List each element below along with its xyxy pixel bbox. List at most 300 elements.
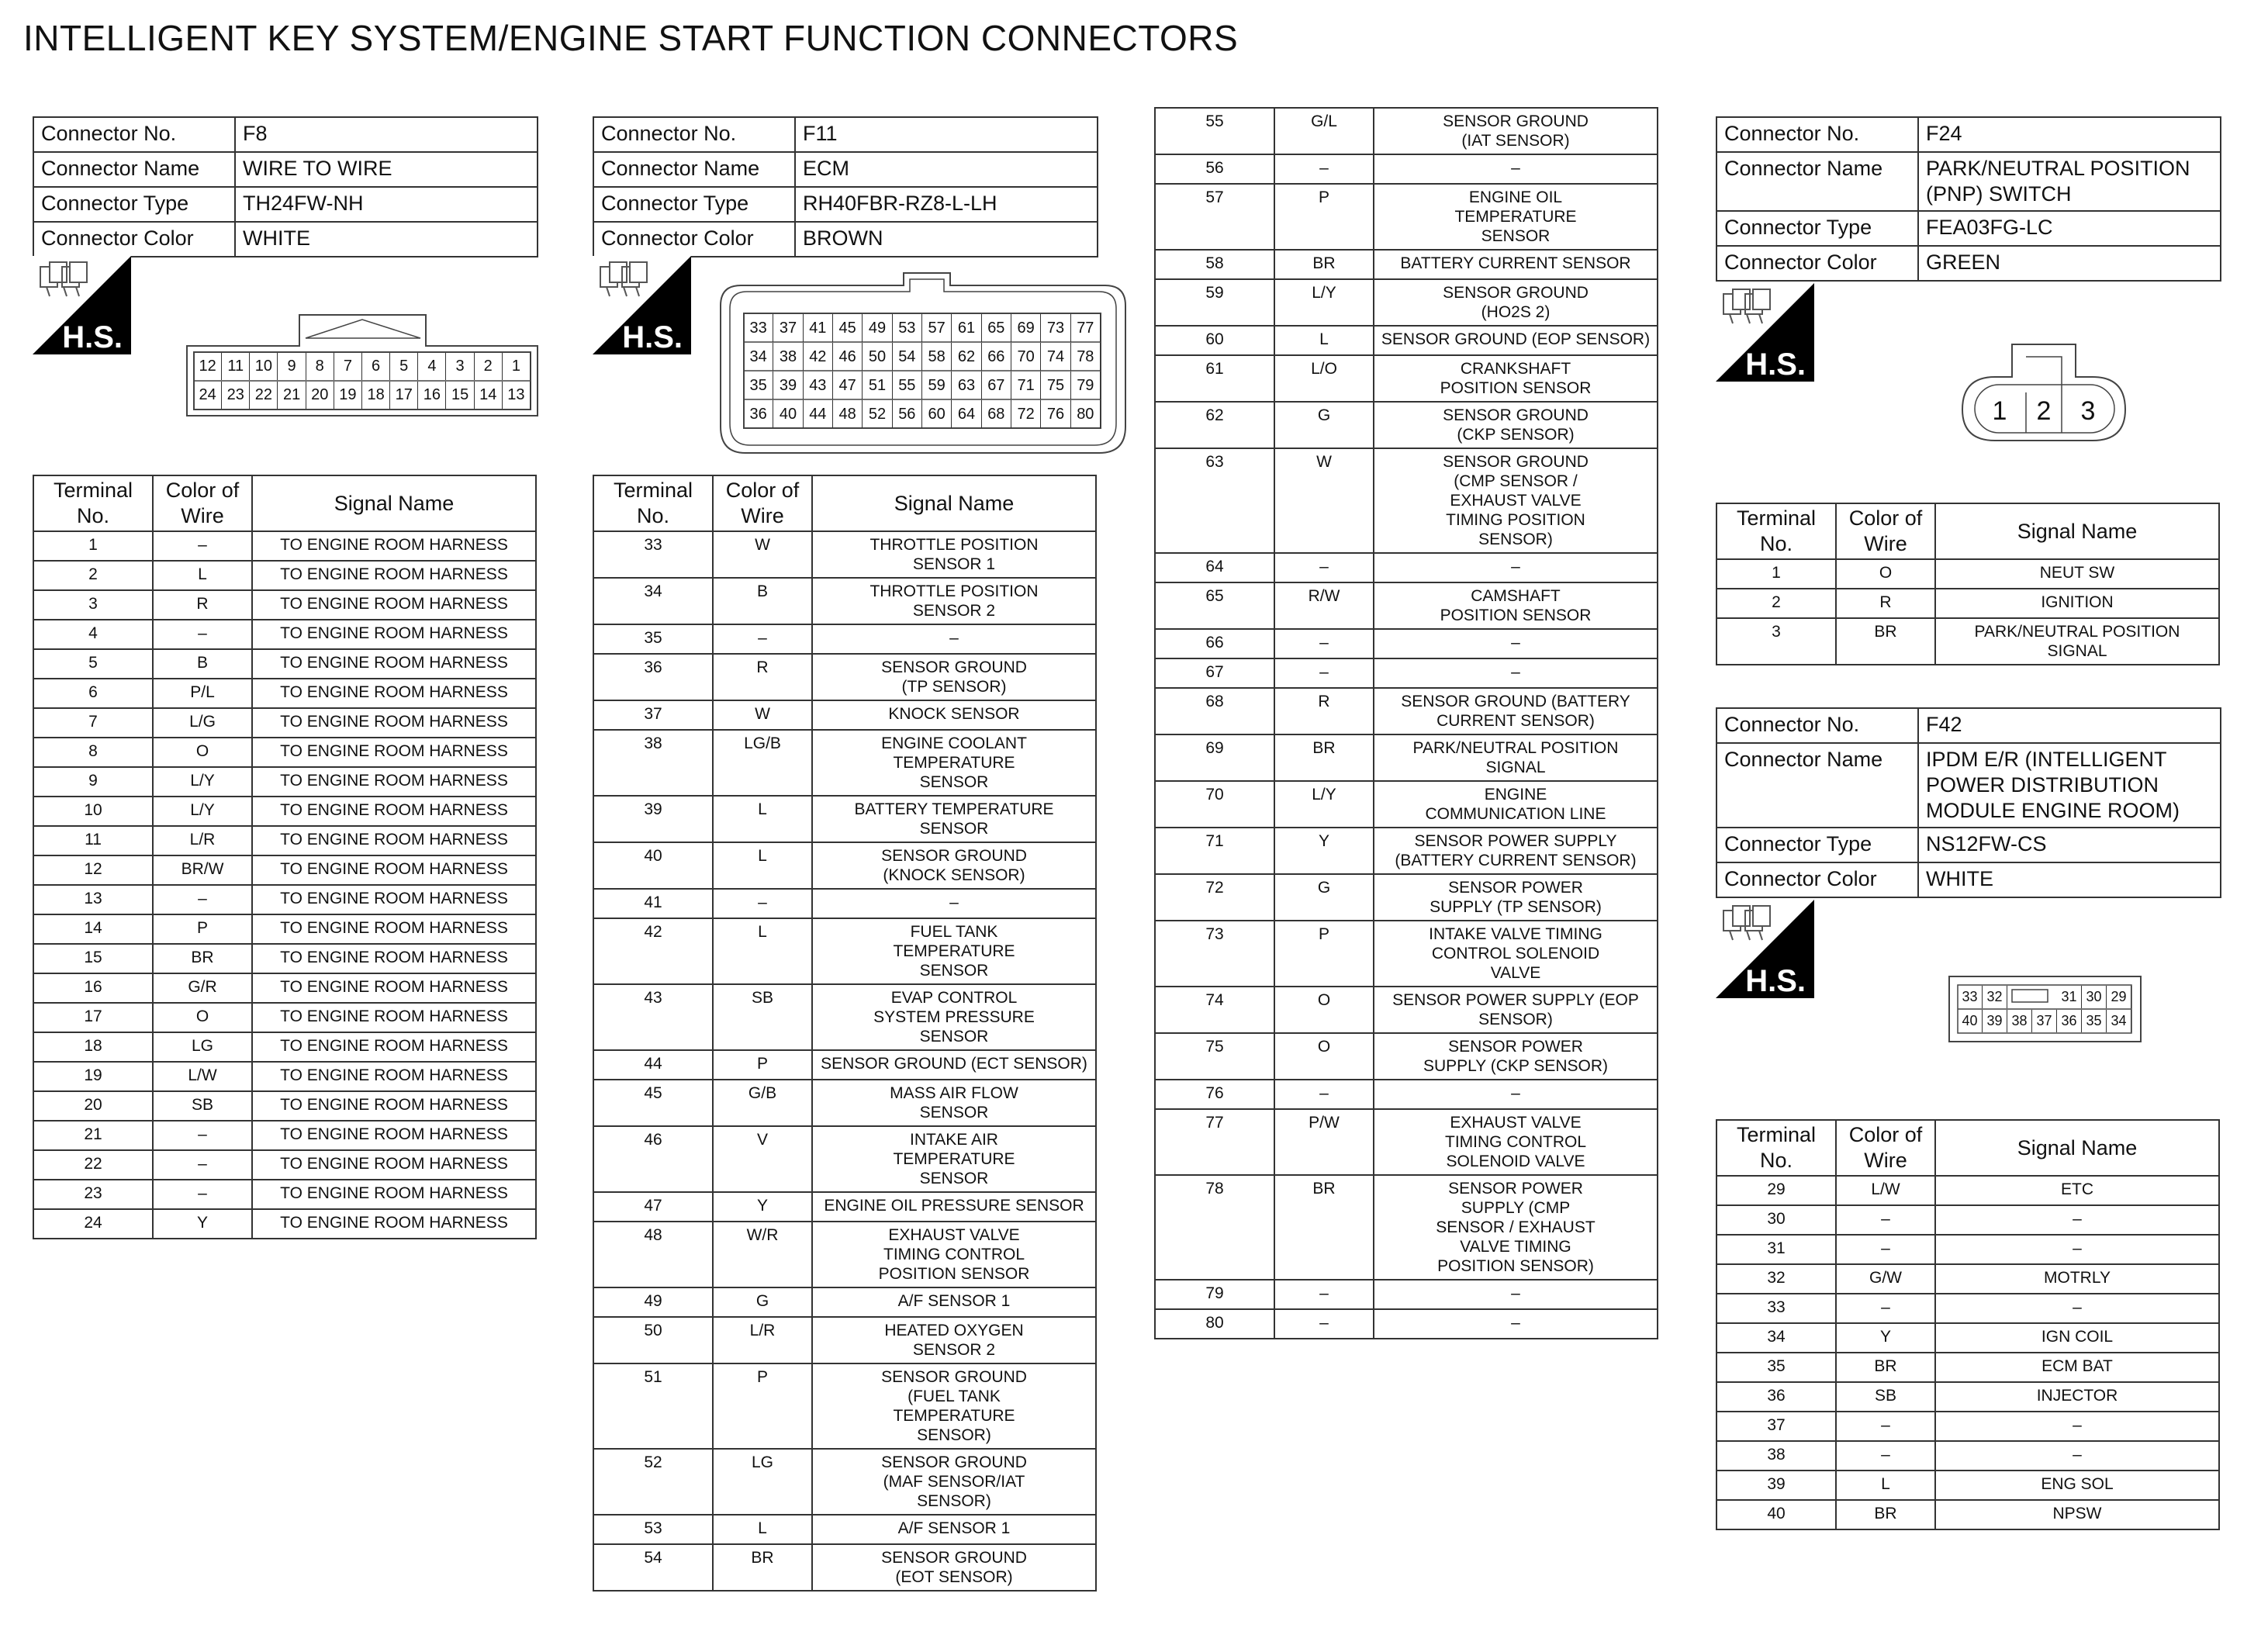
signal-name: EVAP CONTROL SYSTEM PRESSURE SENSOR: [812, 984, 1096, 1050]
signal-name: TO ENGINE ROOM HARNESS: [252, 1003, 536, 1032]
table-row: [1155, 828, 1658, 874]
label-connector-name: Connector Name: [33, 152, 235, 187]
signal-name: –: [1374, 553, 1658, 582]
signal-name: –: [1374, 1080, 1658, 1109]
wire-color: G: [713, 1287, 812, 1317]
f11-pin: 37: [773, 314, 803, 342]
f11-pin: 50: [863, 343, 892, 371]
table-row: [33, 826, 536, 855]
f11-pin: 68: [982, 400, 1011, 428]
table-row: [593, 842, 1096, 889]
signal-name: TO ENGINE ROOM HARNESS: [252, 679, 536, 708]
table-row: [33, 708, 536, 738]
signal-name: TO ENGINE ROOM HARNESS: [252, 767, 536, 797]
signal-name: TO ENGINE ROOM HARNESS: [252, 797, 536, 826]
terminal-no: 7: [33, 708, 153, 738]
wire-color: –: [153, 1121, 252, 1150]
f8-pin: 18: [362, 382, 390, 409]
f11-pin: 58: [922, 343, 952, 371]
terminal-no: 33: [593, 531, 713, 578]
terminal-no: 1: [1716, 559, 1836, 589]
table-row: [593, 700, 1096, 730]
wire-color: G: [1274, 874, 1374, 921]
table-row: [593, 1544, 1096, 1591]
f42-connector-info: [1716, 707, 2221, 898]
f24-pin: 2: [2036, 396, 2052, 426]
signal-name: TO ENGINE ROOM HARNESS: [252, 1121, 536, 1150]
header-signal-name: Signal Name: [252, 475, 536, 531]
signal-name: SENSOR POWER SUPPLY (EOP SENSOR): [1374, 987, 1658, 1033]
table-row: [1155, 184, 1658, 250]
wire-color: SB: [713, 984, 812, 1050]
table-row: [1716, 1382, 2219, 1412]
f11-pin: 48: [833, 400, 863, 428]
terminal-no: 34: [593, 578, 713, 624]
terminal-no: 13: [33, 885, 153, 914]
f24-header-row: [1716, 503, 2219, 559]
terminal-no: 15: [33, 944, 153, 973]
header-signal-name: Signal Name: [1935, 503, 2219, 559]
terminal-no: 80: [1155, 1309, 1274, 1339]
f42-terminal-table: [1716, 1119, 2220, 1530]
hs-label: H.S.: [622, 320, 683, 354]
signal-name: SENSOR POWER SUPPLY (TP SENSOR): [1374, 874, 1658, 921]
f11-connector-name: ECM: [795, 152, 1098, 187]
terminal-no: 55: [1155, 108, 1274, 154]
signal-name: –: [1935, 1205, 2219, 1235]
terminal-no: 69: [1155, 734, 1274, 781]
f8-pin: 13: [503, 382, 531, 409]
signal-name: KNOCK SENSOR: [812, 700, 1096, 730]
table-row: [1155, 629, 1658, 658]
table-row: [1716, 1353, 2219, 1382]
f11-pin: 56: [893, 400, 922, 428]
terminal-no: 19: [33, 1062, 153, 1091]
table-row: [593, 918, 1096, 984]
table-row: [1716, 1264, 2219, 1294]
table-row: [33, 590, 536, 620]
wire-color: P: [713, 1050, 812, 1080]
signal-name: TO ENGINE ROOM HARNESS: [252, 620, 536, 649]
f11-pin: 76: [1041, 400, 1070, 428]
table-row: [33, 914, 536, 944]
f11-connector-info: [593, 116, 1098, 257]
wire-color: P: [1274, 921, 1374, 987]
f8-pin: 15: [447, 382, 475, 409]
wire-color: P: [713, 1363, 812, 1449]
terminal-no: 8: [33, 738, 153, 767]
wire-color: L: [153, 561, 252, 590]
wire-color: L/Y: [153, 767, 252, 797]
signal-name: SENSOR POWER SUPPLY (CKP SENSOR): [1374, 1033, 1658, 1080]
f8-pin: 4: [418, 353, 446, 380]
page-title: INTELLIGENT KEY SYSTEM/ENGINE START FUNCTION CONNECTORS: [23, 18, 1239, 58]
signal-name: ENGINE COMMUNICATION LINE: [1374, 781, 1658, 828]
f8-pin: 3: [447, 353, 475, 380]
f11-pin: 42: [804, 343, 833, 371]
signal-name: EXHAUST VALVE TIMING CONTROL POSITION SENSOR: [812, 1222, 1096, 1287]
wire-color: –: [1274, 1280, 1374, 1309]
table-row: [1716, 1471, 2219, 1500]
label-connector-type: Connector Type: [1716, 211, 1918, 246]
f8-pin: 22: [250, 382, 278, 409]
table-row: [1155, 658, 1658, 688]
table-row: [33, 944, 536, 973]
terminal-no: 61: [1155, 355, 1274, 402]
wire-color: P: [1274, 184, 1374, 250]
f11-pin: 63: [952, 372, 981, 399]
terminal-no: 49: [593, 1287, 713, 1317]
table-row: [33, 1121, 536, 1150]
header-signal-name: Signal Name: [1935, 1120, 2219, 1176]
wire-color: –: [1274, 629, 1374, 658]
table-row: [1155, 781, 1658, 828]
terminal-no: 2: [1716, 589, 1836, 618]
terminal-no: 76: [1155, 1080, 1274, 1109]
terminal-no: 37: [593, 700, 713, 730]
signal-name: A/F SENSOR 1: [812, 1287, 1096, 1317]
terminal-no: 73: [1155, 921, 1274, 987]
f11-pin: 43: [804, 372, 833, 399]
header-signal-name: Signal Name: [812, 475, 1096, 531]
table-row: [33, 885, 536, 914]
f8-pin: 23: [222, 382, 250, 409]
terminal-no: 62: [1155, 402, 1274, 448]
label-connector-name: Connector Name: [1716, 152, 1918, 211]
signal-name: ECM BAT: [1935, 1353, 2219, 1382]
terminal-no: 43: [593, 984, 713, 1050]
header-terminal-no: Terminal No.: [1716, 1120, 1836, 1176]
terminal-no: 58: [1155, 250, 1274, 279]
f11-pin: 33: [744, 314, 773, 342]
wire-color: O: [1836, 559, 1935, 589]
signal-name: –: [1374, 1280, 1658, 1309]
terminal-no: 31: [1716, 1235, 1836, 1264]
terminal-no: 42: [593, 918, 713, 984]
terminal-no: 36: [1716, 1382, 1836, 1412]
f42-pin: 37: [2032, 1010, 2057, 1032]
f11-connector-face: [717, 271, 1129, 458]
table-row: [1155, 874, 1658, 921]
f11-pin: 45: [833, 314, 863, 342]
table-row: [1155, 987, 1658, 1033]
table-row: [1716, 1500, 2219, 1529]
table-row: [1155, 1080, 1658, 1109]
wire-color: O: [1274, 1033, 1374, 1080]
wire-color: W: [713, 700, 812, 730]
signal-name: TO ENGINE ROOM HARNESS: [252, 826, 536, 855]
f24-connector-no: F24: [1918, 117, 2221, 152]
wire-color: BR: [1836, 1500, 1935, 1529]
table-row: [1155, 734, 1658, 781]
terminal-no: 36: [593, 654, 713, 700]
signal-name: INTAKE VALVE TIMING CONTROL SOLENOID VALVE: [1374, 921, 1658, 987]
header-terminal-no: Terminal No.: [593, 475, 713, 531]
terminal-no: 65: [1155, 582, 1274, 629]
table-row: [33, 531, 536, 561]
f42-header-row: [1716, 1120, 2219, 1176]
signal-name: –: [1935, 1235, 2219, 1264]
f24-pin: 3: [2080, 396, 2096, 426]
f11-pin: 41: [804, 314, 833, 342]
signal-name: TO ENGINE ROOM HARNESS: [252, 1180, 536, 1209]
f11-pin: 65: [982, 314, 1011, 342]
f11-pin: 53: [893, 314, 922, 342]
terminal-no: 66: [1155, 629, 1274, 658]
signal-name: TO ENGINE ROOM HARNESS: [252, 590, 536, 620]
f11-pin: 51: [863, 372, 892, 399]
f11-pin: 35: [744, 372, 773, 399]
table-row: [593, 1287, 1096, 1317]
wire-color: –: [1274, 1080, 1374, 1109]
f11-terminal-table-a: [593, 475, 1097, 1592]
terminal-no: 21: [33, 1121, 153, 1150]
f11-pin: 61: [952, 314, 981, 342]
f42-pin: 29: [2107, 986, 2131, 1008]
wire-color: L: [713, 842, 812, 889]
signal-name: INTAKE AIR TEMPERATURE SENSOR: [812, 1126, 1096, 1192]
terminal-no: 77: [1155, 1109, 1274, 1175]
signal-name: –: [1374, 1309, 1658, 1339]
table-row: [33, 1062, 536, 1091]
wire-color: –: [1836, 1235, 1935, 1264]
signal-name: INJECTOR: [1935, 1382, 2219, 1412]
signal-name: TO ENGINE ROOM HARNESS: [252, 1150, 536, 1180]
f42-pin: 39: [1983, 1010, 2007, 1032]
label-connector-no: Connector No.: [1716, 708, 1918, 743]
signal-name: –: [1374, 154, 1658, 184]
wire-color: –: [713, 624, 812, 654]
f11-pin: 72: [1011, 400, 1041, 428]
wire-color: BR: [713, 1544, 812, 1591]
f8-pin: 8: [306, 353, 334, 380]
signal-name: ENG SOL: [1935, 1471, 2219, 1500]
terminal-no: 46: [593, 1126, 713, 1192]
wire-color: SB: [1836, 1382, 1935, 1412]
signal-name: TO ENGINE ROOM HARNESS: [252, 531, 536, 561]
f42-pin: 40: [1958, 1010, 1983, 1032]
f8-pin: 5: [390, 353, 418, 380]
terminal-no: 79: [1155, 1280, 1274, 1309]
wire-color: BR/W: [153, 855, 252, 885]
terminal-no: 35: [593, 624, 713, 654]
signal-name: –: [1935, 1441, 2219, 1471]
wire-color: P/L: [153, 679, 252, 708]
f11-pin: 54: [893, 343, 922, 371]
f8-pin: 10: [250, 353, 278, 380]
table-row: [33, 797, 536, 826]
signal-name: SENSOR GROUND (TP SENSOR): [812, 654, 1096, 700]
wire-color: W: [713, 531, 812, 578]
terminal-no: 39: [1716, 1471, 1836, 1500]
signal-name: TO ENGINE ROOM HARNESS: [252, 914, 536, 944]
wire-color: –: [713, 889, 812, 918]
wire-color: L/W: [1836, 1176, 1935, 1205]
table-row: [1716, 1235, 2219, 1264]
f11-terminal-table-b: [1154, 107, 1658, 1339]
table-row: [33, 620, 536, 649]
table-row: [1716, 1323, 2219, 1353]
signal-name: SENSOR POWER SUPPLY (BATTERY CURRENT SENSOR): [1374, 828, 1658, 874]
wire-color: G/B: [713, 1080, 812, 1126]
f42-pin: 35: [2082, 1010, 2107, 1032]
wire-color: LG: [713, 1449, 812, 1515]
wire-color: B: [153, 649, 252, 679]
label-connector-type: Connector Type: [33, 187, 235, 222]
terminal-no: 1: [33, 531, 153, 561]
terminal-no: 59: [1155, 279, 1274, 326]
table-row: [593, 730, 1096, 796]
f11-pin: 34: [744, 343, 773, 371]
table-row: [33, 561, 536, 590]
terminal-no: 16: [33, 973, 153, 1003]
f8-pin: 1: [503, 353, 531, 380]
wire-color: B: [713, 578, 812, 624]
f8-pin: 14: [475, 382, 503, 409]
wire-color: –: [1836, 1294, 1935, 1323]
f42-pin: 36: [2057, 1010, 2082, 1032]
wire-color: L/Y: [153, 797, 252, 826]
wire-color: L/R: [713, 1317, 812, 1363]
terminal-no: 50: [593, 1317, 713, 1363]
hs-harness-side-icon: [33, 256, 131, 354]
wire-color: SB: [153, 1091, 252, 1121]
signal-name: TO ENGINE ROOM HARNESS: [252, 1032, 536, 1062]
f8-terminal-table: [33, 475, 537, 1239]
terminal-no: 2: [33, 561, 153, 590]
wire-color: Y: [153, 1209, 252, 1239]
table-row: [593, 1050, 1096, 1080]
signal-name: TO ENGINE ROOM HARNESS: [252, 944, 536, 973]
terminal-no: 40: [593, 842, 713, 889]
f8-pin: 24: [194, 382, 222, 409]
table-row: [593, 796, 1096, 842]
wire-color: L: [1274, 326, 1374, 355]
table-row: [593, 1080, 1096, 1126]
f11-pin: 46: [833, 343, 863, 371]
wire-color: V: [713, 1126, 812, 1192]
wire-color: –: [153, 1150, 252, 1180]
f8-pin: 7: [334, 353, 362, 380]
table-row: [593, 1449, 1096, 1515]
terminal-no: 51: [593, 1363, 713, 1449]
table-row: [593, 531, 1096, 578]
table-row: [1155, 688, 1658, 734]
wire-color: W/R: [713, 1222, 812, 1287]
terminal-no: 23: [33, 1180, 153, 1209]
signal-name: PARK/NEUTRAL POSITION SIGNAL: [1374, 734, 1658, 781]
table-row: [593, 578, 1096, 624]
f11-pin: 64: [952, 400, 981, 428]
label-connector-color: Connector Color: [593, 222, 795, 257]
f11-pin: 80: [1071, 400, 1101, 428]
wire-color: G: [1274, 402, 1374, 448]
f8-pin: 16: [418, 382, 446, 409]
table-row: [1716, 1294, 2219, 1323]
label-connector-color: Connector Color: [33, 222, 235, 257]
table-row: [1716, 1412, 2219, 1441]
f8-connector-no: F8: [235, 117, 538, 152]
wire-color: L/O: [1274, 355, 1374, 402]
label-connector-color: Connector Color: [1716, 246, 1918, 281]
signal-name: SENSOR GROUND (KNOCK SENSOR): [812, 842, 1096, 889]
signal-name: –: [812, 624, 1096, 654]
terminal-no: 60: [1155, 326, 1274, 355]
signal-name: SENSOR GROUND (CKP SENSOR): [1374, 402, 1658, 448]
table-row: [1155, 921, 1658, 987]
f8-connector-face: [186, 312, 539, 420]
terminal-no: 53: [593, 1515, 713, 1544]
f11-connector-color: BROWN: [795, 222, 1098, 257]
f8-pin: 2: [475, 353, 503, 380]
terminal-no: 47: [593, 1192, 713, 1222]
signal-name: NPSW: [1935, 1500, 2219, 1529]
wire-color: –: [1836, 1205, 1935, 1235]
f24-connector-color: GREEN: [1918, 246, 2221, 281]
table-row: [1716, 1441, 2219, 1471]
signal-name: THROTTLE POSITION SENSOR 1: [812, 531, 1096, 578]
terminal-no: 12: [33, 855, 153, 885]
table-row: [593, 1317, 1096, 1363]
terminal-no: 3: [1716, 618, 1836, 665]
hs-label: H.S.: [62, 320, 123, 354]
table-row: [593, 889, 1096, 918]
f8-pin: 11: [222, 353, 250, 380]
wire-color: L/R: [153, 826, 252, 855]
hs-harness-side-icon: [593, 256, 691, 354]
f8-pin: 21: [278, 382, 306, 409]
table-row: [1155, 326, 1658, 355]
signal-name: ENGINE COOLANT TEMPERATURE SENSOR: [812, 730, 1096, 796]
f42-pin: 34: [2107, 1010, 2131, 1032]
f42-connector-type: NS12FW-CS: [1918, 828, 2221, 862]
terminal-no: 57: [1155, 184, 1274, 250]
header-color-of-wire: Color of Wire: [713, 475, 812, 531]
terminal-no: 68: [1155, 688, 1274, 734]
signal-name: –: [1374, 629, 1658, 658]
terminal-no: 74: [1155, 987, 1274, 1033]
table-row: [33, 973, 536, 1003]
wire-color: L/W: [153, 1062, 252, 1091]
signal-name: BATTERY CURRENT SENSOR: [1374, 250, 1658, 279]
f11-pin: 40: [773, 400, 803, 428]
hs-harness-side-icon: [1716, 283, 1814, 382]
terminal-no: 75: [1155, 1033, 1274, 1080]
terminal-no: 37: [1716, 1412, 1836, 1441]
terminal-no: 3: [33, 590, 153, 620]
f42-pin: 38: [2007, 1010, 2032, 1032]
signal-name: EXHAUST VALVE TIMING CONTROL SOLENOID VALVE: [1374, 1109, 1658, 1175]
terminal-no: 6: [33, 679, 153, 708]
table-row: [593, 1515, 1096, 1544]
terminal-no: 39: [593, 796, 713, 842]
header-color-of-wire: Color of Wire: [1836, 1120, 1935, 1176]
f24-connector-name: PARK/NEUTRAL POSITION (PNP) SWITCH: [1918, 152, 2221, 211]
signal-name: TO ENGINE ROOM HARNESS: [252, 708, 536, 738]
wire-color: R: [1836, 589, 1935, 618]
f11-pin: 67: [982, 372, 1011, 399]
signal-name: SENSOR GROUND (CMP SENSOR / EXHAUST VALVE TIMING POSITION SENSOR): [1374, 448, 1658, 553]
signal-name: ENGINE OIL PRESSURE SENSOR: [812, 1192, 1096, 1222]
wire-color: P: [153, 914, 252, 944]
wire-color: R: [713, 654, 812, 700]
terminal-no: 70: [1155, 781, 1274, 828]
terminal-no: 71: [1155, 828, 1274, 874]
wire-color: O: [153, 738, 252, 767]
terminal-no: 4: [33, 620, 153, 649]
wire-color: BR: [1836, 618, 1935, 665]
wire-color: L/Y: [1274, 279, 1374, 326]
